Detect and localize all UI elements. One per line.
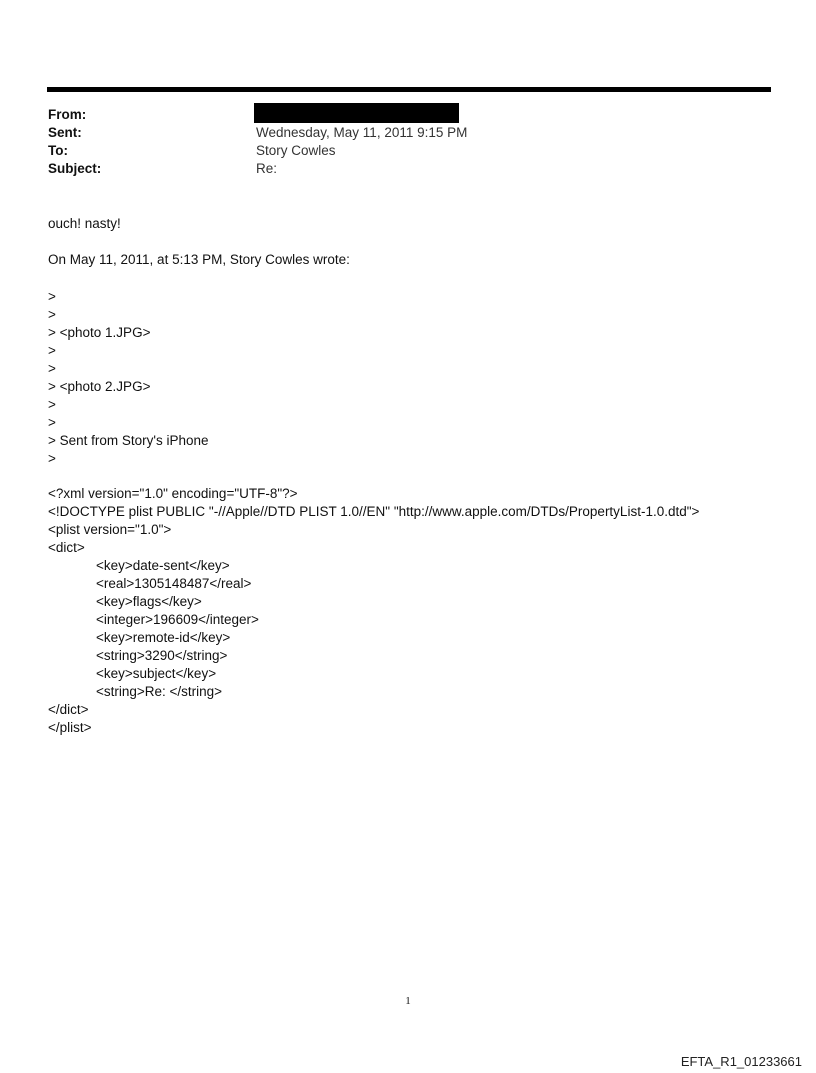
page-number: 1	[405, 995, 411, 1007]
plist-line: <string>3290</string>	[96, 648, 228, 663]
plist-line: <key>flags</key>	[96, 594, 202, 609]
quoted-line: >	[48, 415, 56, 430]
plist-line: <?xml version="1.0" encoding="UTF-8"?>	[48, 486, 298, 501]
from-row	[48, 106, 748, 124]
plist-line: <key>subject</key>	[96, 666, 217, 681]
to-value: Story Cowles	[256, 143, 336, 158]
to-row	[48, 142, 748, 160]
quoted-message	[48, 288, 209, 468]
plist-line: <!DOCTYPE plist PUBLIC "-//Apple//DTD PLIST 1.0//EN" "http://www.apple.com/DTDs/PropertyList-1.0.dtd">	[48, 504, 700, 519]
redaction-block	[254, 103, 459, 123]
plist-line: <key>remote-id</key>	[96, 630, 231, 645]
document-id: EFTA_R1_01233661	[680, 1054, 802, 1069]
to-label: To:	[48, 143, 68, 158]
plist-line: <real>1305148487</real>	[96, 576, 252, 591]
quoted-line: >	[48, 289, 56, 304]
plist-line: </plist>	[48, 720, 92, 735]
from-label: From:	[48, 107, 87, 122]
subject-value: Re:	[256, 161, 278, 176]
quoted-line: > <photo 2.JPG>	[48, 379, 151, 394]
reply-line: ouch! nasty!	[48, 216, 121, 231]
quoted-line: >	[48, 397, 56, 412]
email-header	[48, 106, 748, 178]
plist-block	[48, 485, 699, 737]
header-rule	[47, 87, 771, 92]
subject-row	[48, 160, 748, 178]
sent-label: Sent:	[48, 125, 82, 140]
quoted-line: >	[48, 307, 56, 322]
reply-text	[48, 215, 121, 233]
subject-label: Subject:	[48, 161, 102, 176]
sent-value: Wednesday, May 11, 2011 9:15 PM	[256, 125, 468, 140]
quoted-line: >	[48, 361, 56, 376]
plist-line: <integer>196609</integer>	[96, 612, 259, 627]
plist-line: </dict>	[48, 702, 89, 717]
plist-line: <plist version="1.0">	[48, 522, 172, 537]
quoted-line: >	[48, 451, 56, 466]
sent-row	[48, 124, 748, 142]
quote-intro	[48, 251, 350, 269]
plist-line: <key>date-sent</key>	[96, 558, 230, 573]
quoted-line: >	[48, 343, 56, 358]
quote-intro-line: On May 11, 2011, at 5:13 PM, Story Cowles wrote:	[48, 252, 350, 267]
plist-line: <dict>	[48, 540, 85, 555]
quoted-line: > Sent from Story's iPhone	[48, 433, 209, 448]
quoted-line: > <photo 1.JPG>	[48, 325, 151, 340]
plist-line: <string>Re: </string>	[96, 684, 223, 699]
